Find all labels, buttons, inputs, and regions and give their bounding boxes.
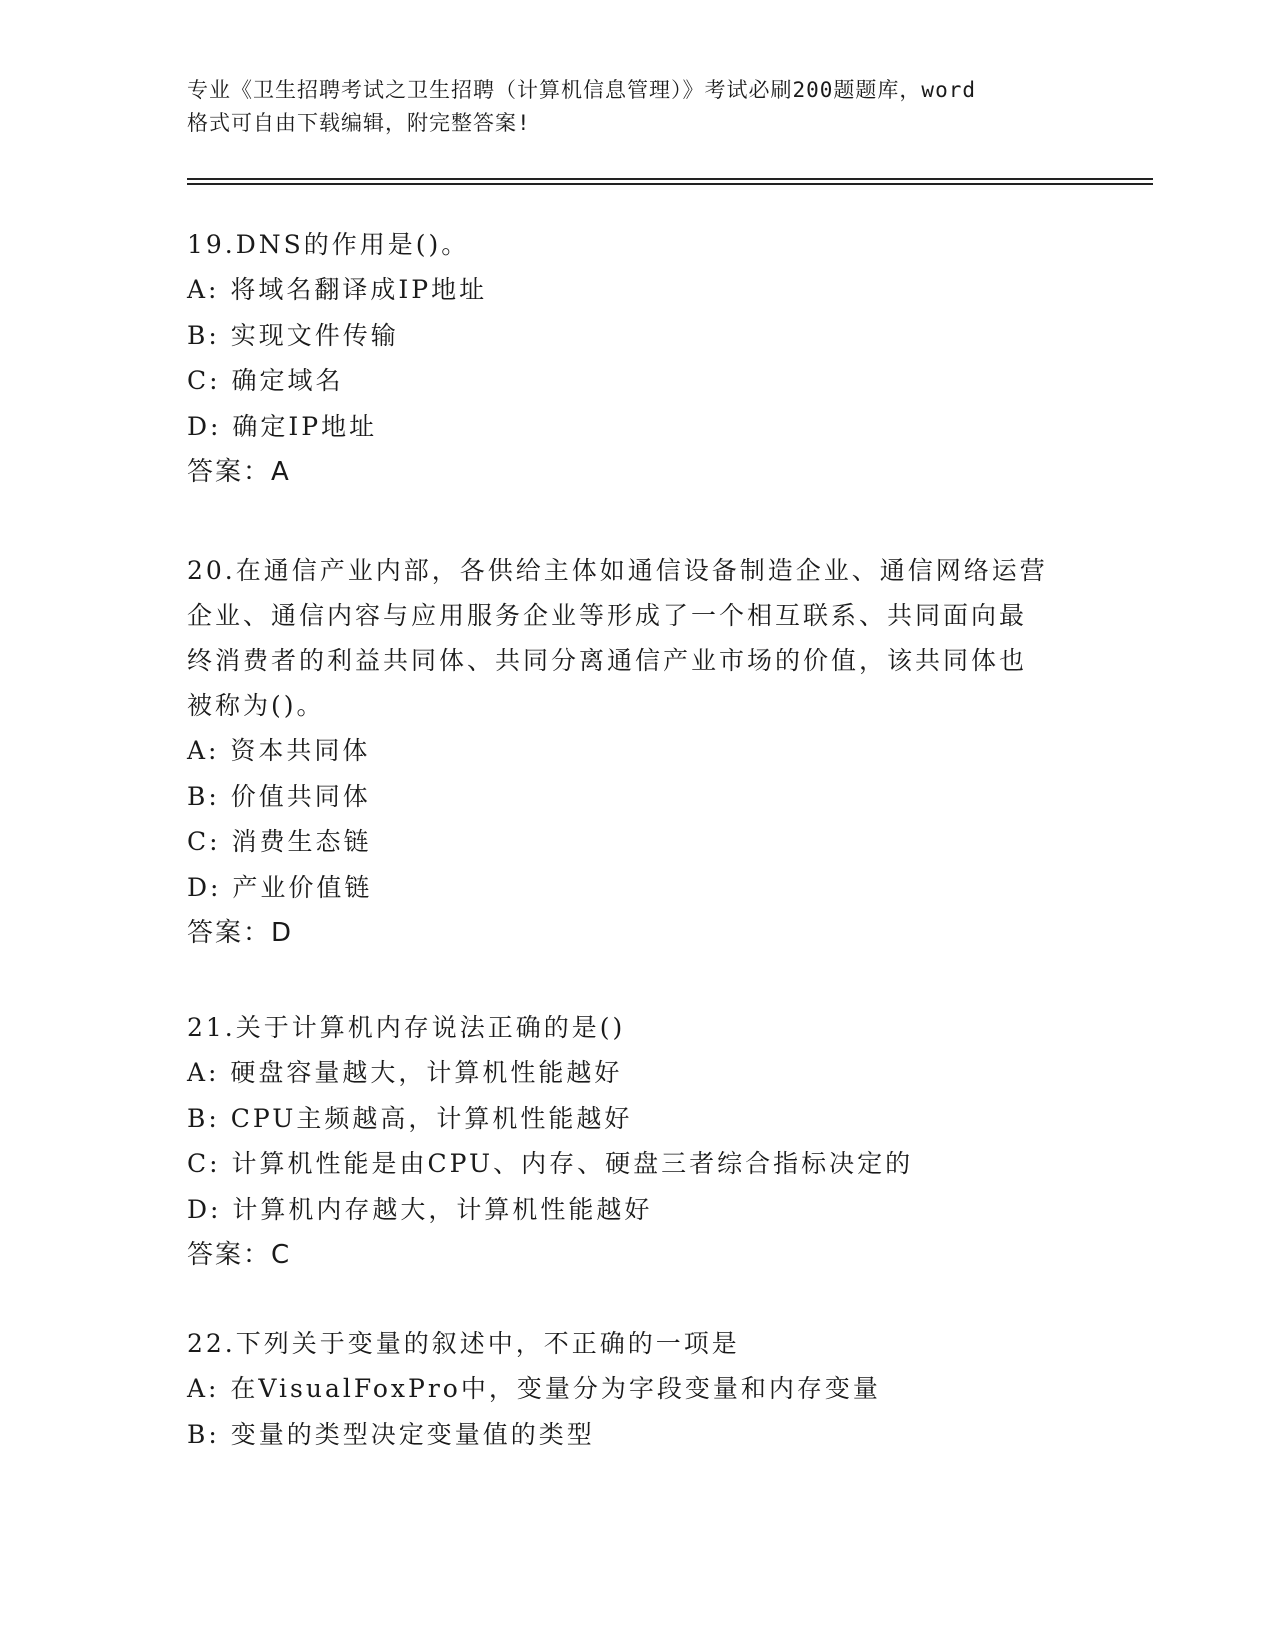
question-21	[187, 1005, 1087, 1278]
option-d: D: 产业价值链	[187, 872, 373, 902]
option-a: A: 硬盘容量越大，计算机性能越好	[187, 1058, 623, 1087]
question-text: 22.下列关于变量的叙述中，不正确的一项是	[187, 1329, 740, 1358]
option-a: A: 将域名翻译成IP地址	[187, 275, 488, 304]
answer: 答案：C	[187, 1240, 292, 1270]
option-b: B: 价值共同体	[187, 781, 371, 811]
question-text-line: 企业、通信内容与应用服务企业等形成了一个相互联系、共同面向最	[187, 601, 1028, 630]
option-a: A: 资本共同体	[187, 736, 371, 765]
answer: 答案：D	[187, 918, 294, 948]
question-text-line: 20.在通信产业内部，各供给主体如通信设备制造企业、通信网络运营	[187, 556, 1048, 585]
option-d: D: 确定IP地址	[187, 411, 378, 441]
option-c: C: 消费生态链	[187, 827, 372, 856]
option-b: B: 变量的类型决定变量值的类型	[187, 1419, 595, 1449]
question-text-line: 被称为()。	[187, 691, 325, 720]
option-a: A: 在VisualFoxPro中，变量分为字段变量和内存变量	[187, 1374, 881, 1403]
question-19	[187, 222, 1087, 495]
document-header	[187, 74, 1087, 140]
question-text: 21.关于计算机内存说法正确的是()	[187, 1013, 626, 1042]
header-rule-bottom	[187, 183, 1153, 185]
option-c: C: 计算机性能是由CPU、内存、硬盘三者综合指标决定的	[187, 1149, 914, 1178]
option-c: C: 确定域名	[187, 366, 344, 395]
option-b: B: CPU主频越高，计算机性能越好	[187, 1103, 633, 1133]
answer: 答案：A	[187, 457, 291, 487]
option-b: B: 实现文件传输	[187, 320, 399, 350]
question-text-line: 终消费者的利益共同体、共同分离通信产业市场的价值，该共同体也	[187, 646, 1028, 675]
question-20	[187, 548, 1087, 956]
header-rule-top	[187, 178, 1153, 180]
option-d: D: 计算机内存越大，计算机性能越好	[187, 1194, 653, 1224]
header-line-2: 格式可自由下载编辑，附完整答案!	[187, 111, 531, 135]
question-text: 19.DNS的作用是()。	[187, 230, 470, 259]
header-line-1: 专业《卫生招聘考试之卫生招聘（计算机信息管理）》考试必刷200题题库，word	[187, 78, 976, 102]
question-22	[187, 1321, 1087, 1457]
